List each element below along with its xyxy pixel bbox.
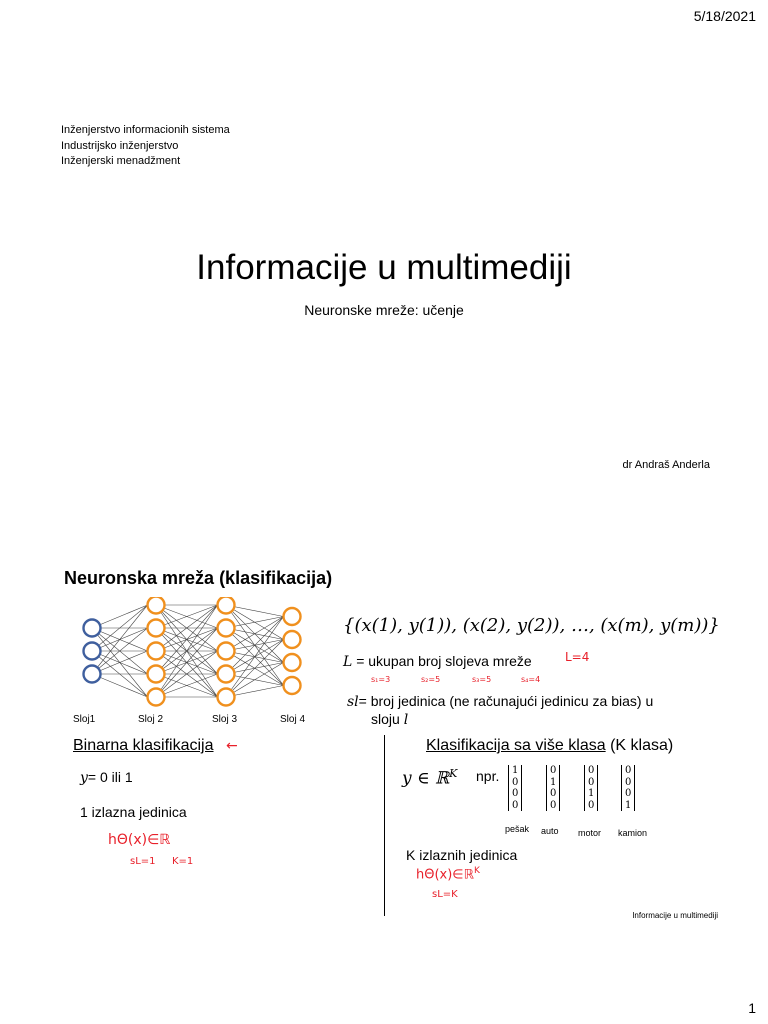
vector-value: 1 [512, 765, 519, 776]
vector-kamion [621, 765, 635, 811]
layer-label-4: Sloj 4 [280, 714, 306, 725]
input-node [84, 666, 101, 683]
multi-heading [426, 737, 673, 755]
vector-value: 0 [625, 776, 632, 788]
y-exponent-K: K [449, 767, 458, 780]
program-2: Industrijsko inženjerstvo [61, 139, 179, 152]
multi-output-units: K izlaznih jedinica [406, 847, 518, 863]
binary-annotation-K: K=1 [172, 856, 194, 867]
sl-l-symbol: l [403, 712, 409, 728]
sl-text-2: sloju [371, 711, 400, 727]
output-node [284, 608, 301, 625]
vector-label-motor: motor [578, 828, 602, 838]
layer-label-2: Sloj 2 [138, 714, 164, 725]
sl-symbol: sl [347, 694, 359, 710]
y-in-R: y ∈ ℝ [402, 768, 450, 789]
multi-heading-suffix: (K klasa) [610, 737, 674, 754]
binary-annotation-h: hΘ(x)∈ℝ [108, 832, 171, 848]
lecture-subtitle: Neuronske mreže: učenje [304, 302, 464, 318]
multi-heading-text: Klasifikacija sa više klasa [426, 737, 606, 754]
multi-annotation-h-text: hΘ(x)∈ℝ [416, 867, 474, 883]
slide-title: Neuronska mreža (klasifikacija) [64, 568, 333, 588]
slide-footer: Informacije u multimediji [632, 911, 718, 920]
vector-label-auto: auto [541, 826, 559, 836]
course-title: Informacije u multimediji [196, 248, 572, 287]
hidden-node [148, 689, 165, 706]
vector-value: 0 [588, 776, 595, 788]
output-node [284, 654, 301, 671]
training-set: {(x(1), y(1)), (x(2), y(2)), …, (x(m), y(m))} [343, 615, 720, 636]
print-date: 5/18/2021 [693, 8, 756, 24]
binary-y-values [80, 769, 133, 786]
sl-definition-line2 [371, 711, 408, 728]
layer-label-1: Sloj1 [73, 714, 96, 725]
class-vector-1 [508, 765, 522, 811]
vector-label-pesak: pešak [505, 824, 530, 834]
vector-value: 0 [625, 765, 632, 776]
s4-annotation: s₄=4 [521, 675, 541, 684]
vector-value: 0 [550, 799, 557, 811]
multi-annotation-h-exp: K [473, 866, 480, 876]
binary-heading [73, 737, 238, 755]
L-annotation: L=4 [565, 650, 590, 664]
vector-value: 0 [550, 765, 557, 776]
binary-heading-text: Binarna klasifikacija [73, 737, 214, 754]
s3-annotation: s₃=5 [472, 675, 492, 684]
vector-value: 0 [550, 788, 557, 799]
vector-value: 0 [588, 765, 595, 776]
vector-auto [546, 765, 560, 811]
npr-label: npr. [476, 768, 500, 784]
y-values-text: = 0 ili 1 [87, 769, 133, 785]
binary-output-units: 1 izlazna jedinica [80, 804, 187, 820]
hidden-node [218, 597, 235, 614]
hidden-node [148, 620, 165, 637]
arrow-left-icon: ← [225, 738, 238, 754]
class-vector-4 [621, 765, 635, 811]
vector-value: 0 [512, 788, 519, 799]
connection [92, 605, 148, 674]
input-node [84, 620, 101, 637]
vector-pesak [508, 765, 522, 811]
vector-value: 1 [625, 799, 632, 811]
program-1: Inženjerstvo informacionih sistema [61, 124, 230, 136]
binary-annotation-sL: sL=1 [130, 856, 156, 867]
study-programs [61, 123, 230, 170]
hidden-node [148, 643, 165, 660]
output-node [284, 677, 301, 694]
connection [226, 617, 284, 652]
hidden-node [218, 643, 235, 660]
layer-label-3: Sloj 3 [212, 714, 238, 725]
L-definition [343, 653, 532, 670]
hidden-node [218, 666, 235, 683]
divider-line [384, 735, 385, 916]
s1-annotation: s₁=3 [371, 675, 391, 684]
neural-network-diagram [68, 597, 330, 711]
vector-value: 1 [550, 776, 557, 788]
s2-annotation: s₂=5 [421, 675, 441, 684]
output-node [284, 631, 301, 648]
sl-definition-line1 [347, 693, 653, 710]
vector-value: 1 [588, 788, 595, 799]
sl-text: = broj jedinica (ne računajući jedinicu za bias) u [358, 693, 654, 709]
L-symbol: L [343, 654, 353, 670]
class-vector-2 [546, 765, 560, 811]
input-node [84, 643, 101, 660]
vector-motor [584, 765, 598, 811]
hidden-node [218, 620, 235, 637]
multi-annotation-sL: sL=K [432, 889, 458, 900]
vector-value: 0 [512, 799, 519, 811]
page-number: 1 [748, 1000, 756, 1016]
connection [226, 663, 284, 698]
multi-y-expr [402, 767, 457, 789]
hidden-node [218, 689, 235, 706]
hidden-node [148, 597, 165, 614]
class-vector-3 [584, 765, 598, 811]
multi-annotation-h [416, 866, 480, 882]
L-text: = ukupan broj slojeva mreže [356, 653, 532, 669]
y-symbol: y [80, 770, 88, 786]
vector-value: 0 [512, 776, 519, 788]
vector-value: 0 [625, 788, 632, 799]
program-3: Inženjerski menadžment [61, 155, 181, 167]
vector-label-kamion: kamion [618, 828, 648, 838]
author: dr Andraš Anderla [622, 459, 710, 471]
hidden-node [148, 666, 165, 683]
vector-value: 0 [588, 799, 595, 811]
